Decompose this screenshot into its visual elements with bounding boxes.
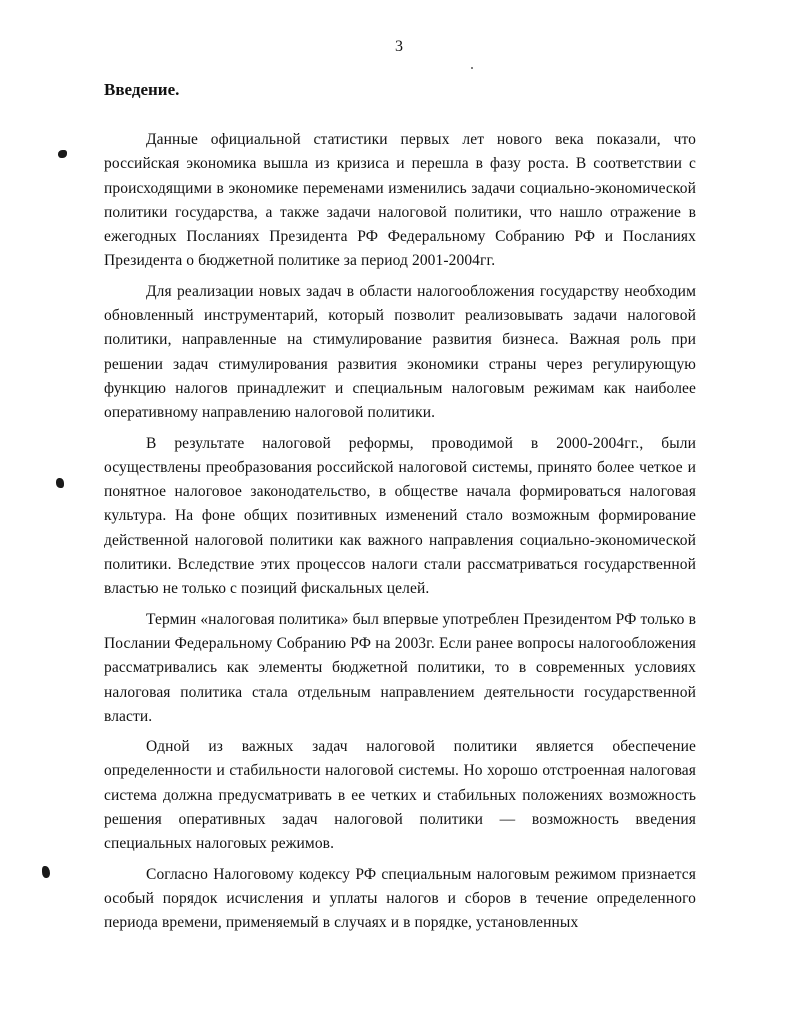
paragraph-1: Данные официальной статистики первых лет нового века показали, что российская экономика вышла из кризиса и перешла в фазу роста. В соответствии с происходящими в экономике переменами изменились задачи социально-экономической политики государства, а также задачи налоговой политики, что нашло отражение в ежегодных Посланиях Президента РФ Федеральному Собранию РФ и Посланиях Президента о бюджетной политике за период 2001-2004гг. — [104, 131, 696, 270]
paragraph-6: Согласно Налоговому кодексу РФ специальным налоговым режимом признается особый порядок исчисления и уплаты налогов и сборов в течение определенного периода времени, применяемый в случаях и в порядке, установленных — [104, 865, 696, 932]
binding-hole-mark — [42, 866, 50, 878]
paragraph-4: Термин «налоговая политика» был впервые употреблен Президентом РФ только в Послании Федеральному Собранию РФ на 2003г. Если ранее вопросы налогообложения рассматривались как элементы бюджетной политики, то в современных условиях налоговая политика стала отдельным направлением деятельности государственной власти. — [104, 610, 696, 725]
paragraph-5: Одной из важных задач налоговой политики является обеспечение определенности и стабильности налоговой системы. Но хорошо отстроенная налоговая система должна предусматривать в ее четких и стабильных положениях возможность решения оперативных задач налоговой политики — возможность введения специальных налоговых режимов. — [104, 738, 696, 853]
page-number: 3 — [395, 38, 403, 55]
section-heading: Введение. — [104, 80, 180, 99]
scan-speck — [471, 67, 473, 69]
binding-hole-mark — [58, 150, 67, 158]
binding-hole-mark — [56, 478, 64, 488]
body-text — [104, 128, 696, 942]
paragraph-3: В результате налоговой реформы, проводимой в 2000-2004гг., были осуществлены преобразования российской налоговой системы, принято более четкое и понятное налоговое законодательство, в обществе начала формироваться налоговая культура. На фоне общих позитивных изменений стало возможным формирование действенной налоговой политики как важного направления социально-экономической политики. Вследствие этих процессов налоги стали рассматриваться государственной властью не только с позиций фискальных целей. — [104, 434, 696, 598]
paragraph-2: Для реализации новых задач в области налогообложения государству необходим обновленный инструментарий, который позволит реализовывать задачи налоговой политики, направленные на стимулирование развития бизнеса. Важная роль при решении задач стимулирования развития экономики страны через регулирующую функцию налогов принадлежит и специальным налоговым режимам как наиболее оперативному направлению налоговой политики. — [104, 282, 696, 422]
